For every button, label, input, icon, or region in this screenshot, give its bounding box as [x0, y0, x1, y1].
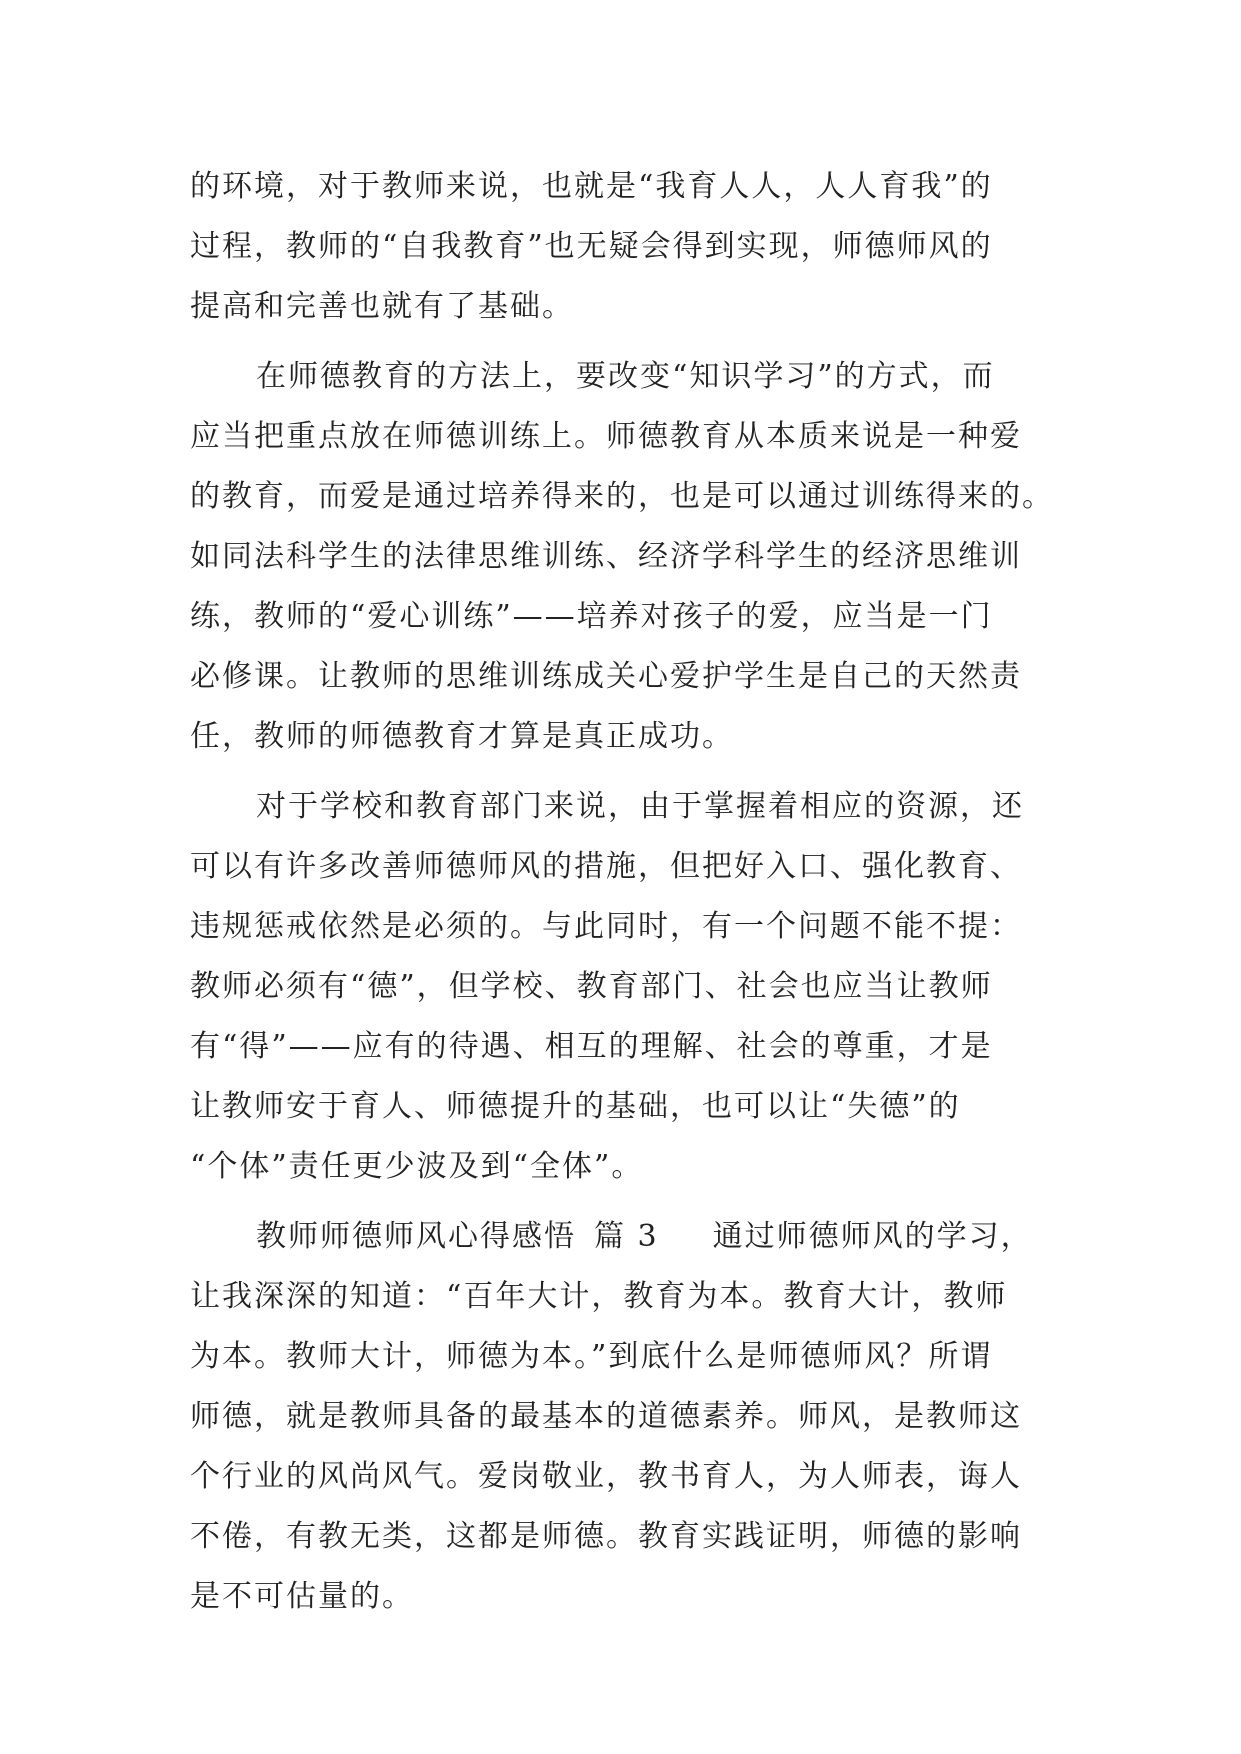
paragraph: [190, 777, 1050, 1197]
section-heading-label: 篇 3: [594, 1219, 659, 1254]
text-line: 练，教师的“爱心训练”——培养对孩子的爱，应当是一门: [190, 599, 993, 634]
section-heading-title: 教师师德师风心得感悟: [256, 1219, 576, 1254]
text-line: 可以有许多改善师德师风的措施，但把好入口、强化教育、: [190, 849, 1022, 884]
section-heading-line: [190, 1207, 1050, 1267]
text-line: “个体”责任更少波及到“全体”。: [190, 1149, 644, 1184]
text-line: 在师德教育的方法上，要改变“知识学习”的方式，而: [256, 359, 995, 394]
paragraph: [190, 157, 1050, 337]
text-line: 过程，教师的“自我教育”也无疑会得到实现，师德师风的: [190, 229, 993, 264]
section-heading-lead: 通过师德师风的学习，: [712, 1219, 1033, 1254]
text-line: 如同法科学生的法律思维训练、经济学科学生的经济思维训: [190, 539, 1022, 574]
text-line: 违规惩戒依然是必须的。与此同时，有一个问题不能不提：: [190, 909, 1022, 944]
text-line: 提高和完善也就有了基础。: [190, 289, 574, 324]
text-line: 的环境，对于教师来说，也就是“我育人人，人人育我”的: [190, 169, 993, 204]
document-body: [190, 157, 1054, 1627]
text-line: 不倦，有教无类，这都是师德。教育实践证明，师德的影响: [190, 1519, 1022, 1554]
text-line: 教师必须有“德”，但学校、教育部门、社会也应当让教师: [190, 969, 993, 1004]
text-line: 让教师安于育人、师德提升的基础，也可以让“失德”的: [190, 1089, 961, 1124]
paragraph: [190, 347, 1054, 767]
text-line: 为本。教师大计，师德为本。”到底什么是师德师风？所谓: [190, 1339, 993, 1374]
text-line: 有“得”——应有的待遇、相互的理解、社会的尊重，才是: [190, 1029, 993, 1064]
text-line: 师德，就是教师具备的最基本的道德素养。师风，是教师这: [190, 1399, 1022, 1434]
text-line: 任，教师的师德教育才算是真正成功。: [190, 719, 734, 754]
text-line: 的教育，而爱是通过培养得来的，也是可以通过训练得来的。: [190, 479, 1054, 514]
text-line: 必修课。让教师的思维训练成关心爱护学生是自己的天然责: [190, 659, 1022, 694]
text-line: 个行业的风尚风气。爱岗敬业，教书育人，为人师表，诲人: [190, 1459, 1022, 1494]
text-line: 应当把重点放在师德训练上。师德教育从本质来说是一种爱: [190, 419, 1022, 454]
text-line: 对于学校和教育部门来说，由于掌握着相应的资源，还: [256, 789, 1024, 824]
text-line: 是不可估量的。: [190, 1579, 414, 1614]
paragraph: [190, 1207, 1050, 1627]
text-line: 让我深深的知道：“百年大计，教育为本。教育大计，教师: [190, 1279, 1008, 1314]
